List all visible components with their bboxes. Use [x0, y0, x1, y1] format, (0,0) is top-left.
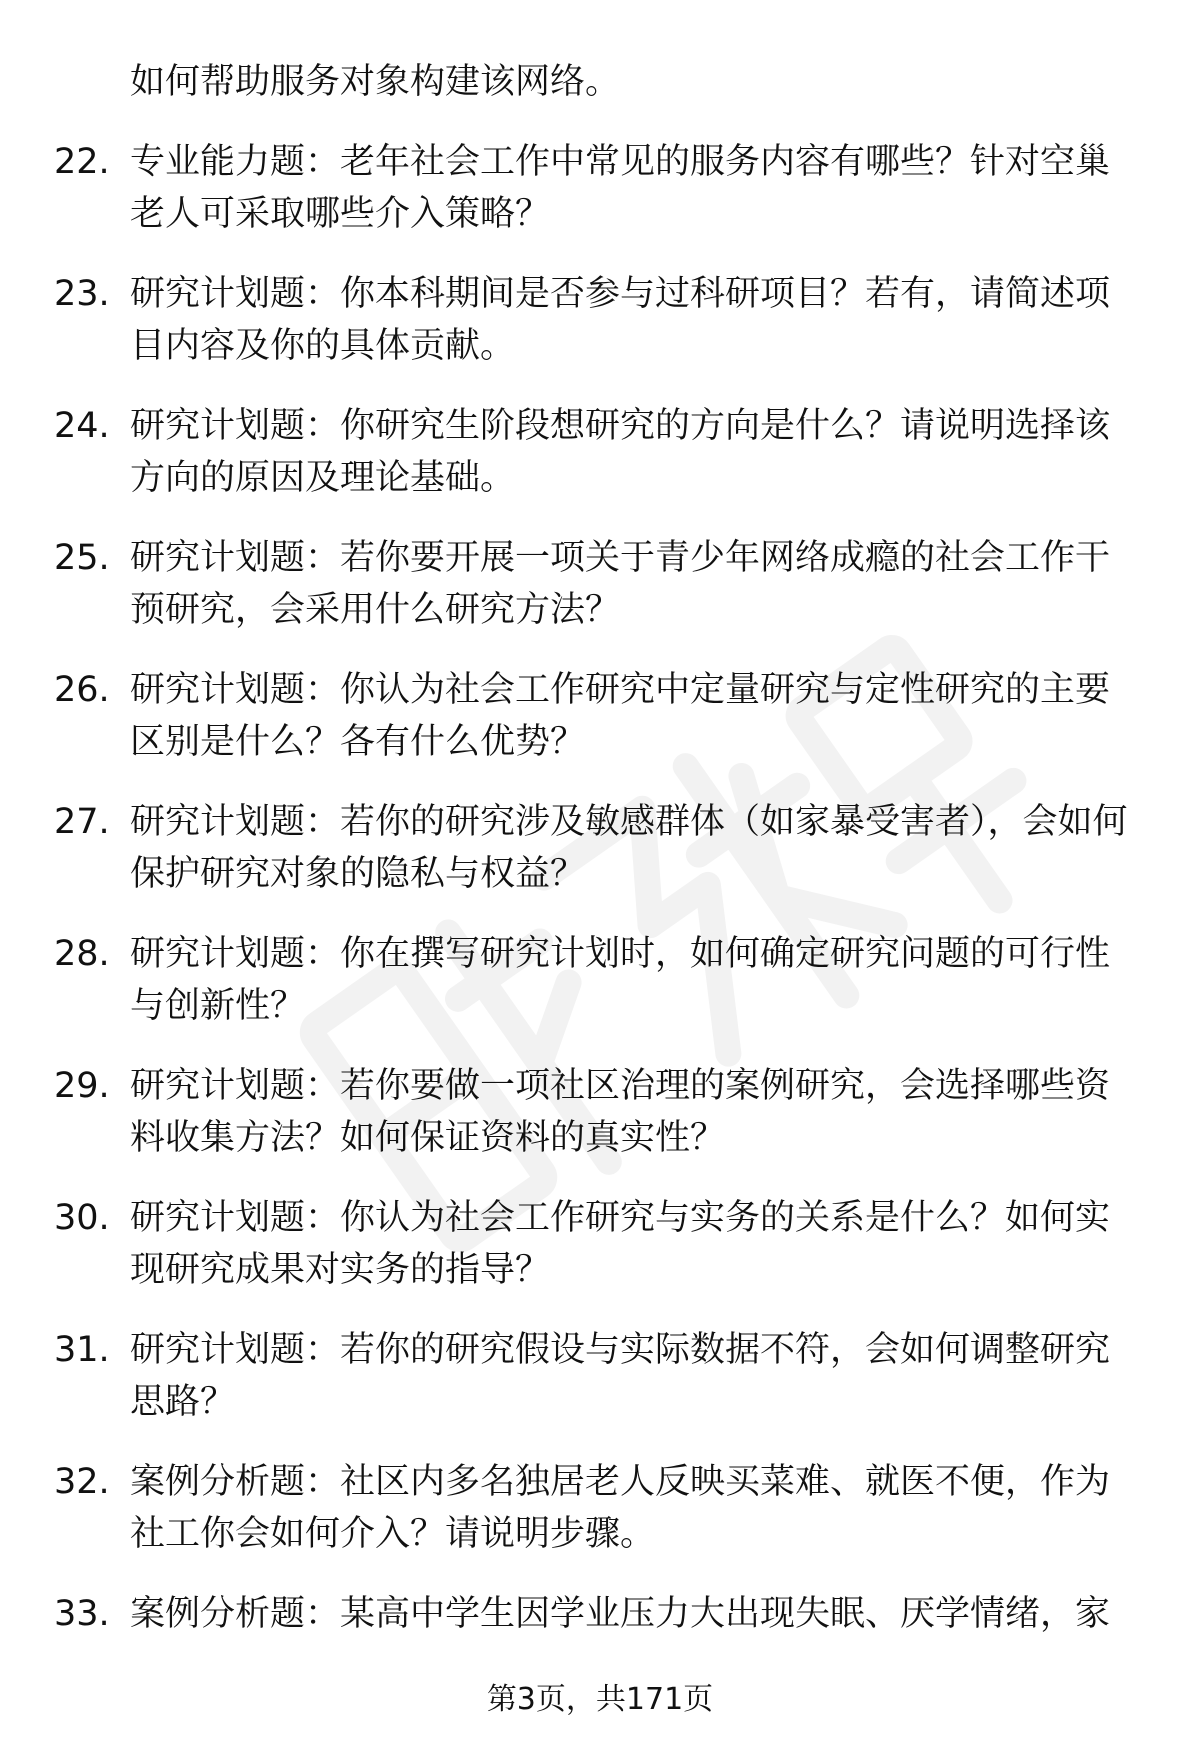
question-25 — [0, 532, 1200, 636]
question-31 — [0, 1324, 1200, 1428]
question-number: 32. — [54, 1462, 110, 1502]
question-33 — [0, 1588, 1200, 1692]
question-text: 研究计划题：你认为社会工作研究与实务的关系是什么？如何实现研究成果对实务的指导？ — [130, 1198, 1111, 1290]
question-23 — [0, 268, 1200, 372]
question-24 — [0, 400, 1200, 504]
question-number: 23. — [54, 274, 110, 314]
continuation-text: 如何帮助服务对象构建该网络。 — [130, 62, 621, 102]
question-text: 研究计划题：若你的研究涉及敏感群体（如家暴受害者），会如何保护研究对象的隐私与权益？ — [130, 802, 1128, 894]
question-text: 研究计划题：若你的研究假设与实际数据不符，会如何调整研究思路？ — [130, 1330, 1111, 1422]
question-text: 专业能力题：老年社会工作中常见的服务内容有哪些？针对空巢老人可采取哪些介入策略？ — [130, 142, 1111, 234]
question-number: 31. — [54, 1330, 110, 1370]
question-number: 30. — [54, 1198, 110, 1238]
question-32 — [0, 1456, 1200, 1560]
document-body — [0, 56, 1200, 1692]
question-28 — [0, 928, 1200, 1032]
question-number: 25. — [54, 538, 110, 578]
question-text: 案例分析题：某高中学生因学业压力大出现失眠、厌学情绪，家 — [130, 1594, 1111, 1634]
question-number: 26. — [54, 670, 110, 710]
question-30 — [0, 1192, 1200, 1296]
question-list — [0, 136, 1200, 1692]
page-footer: 第3页，共171页 — [486, 1682, 714, 1717]
question-29 — [0, 1060, 1200, 1164]
question-text: 研究计划题：你研究生阶段想研究的方向是什么？请说明选择该方向的原因及理论基础。 — [130, 406, 1111, 498]
question-number: 24. — [54, 406, 110, 446]
question-22 — [0, 136, 1200, 240]
question-number: 22. — [54, 142, 110, 182]
question-27 — [0, 796, 1200, 900]
question-text: 案例分析题：社区内多名独居老人反映买菜难、就医不便，作为社工你会如何介入？请说明步骤。 — [130, 1462, 1111, 1554]
question-text: 研究计划题：你在撰写研究计划时，如何确定研究问题的可行性与创新性？ — [130, 934, 1111, 1026]
question-number: 27. — [54, 802, 110, 842]
question-text: 研究计划题：你认为社会工作研究中定量研究与定性研究的主要区别是什么？各有什么优势？ — [130, 670, 1111, 762]
question-text: 研究计划题：你本科期间是否参与过科研项目？若有，请简述项目内容及你的具体贡献。 — [130, 274, 1111, 366]
question-text: 研究计划题：若你要做一项社区治理的案例研究，会选择哪些资料收集方法？如何保证资料的真实性？ — [130, 1066, 1111, 1158]
question-number: 28. — [54, 934, 110, 974]
question-text: 研究计划题：若你要开展一项关于青少年网络成瘾的社会工作干预研究，会采用什么研究方法？ — [130, 538, 1111, 630]
question-number: 29. — [54, 1066, 110, 1106]
question-26 — [0, 664, 1200, 768]
question-number: 33. — [54, 1594, 110, 1634]
